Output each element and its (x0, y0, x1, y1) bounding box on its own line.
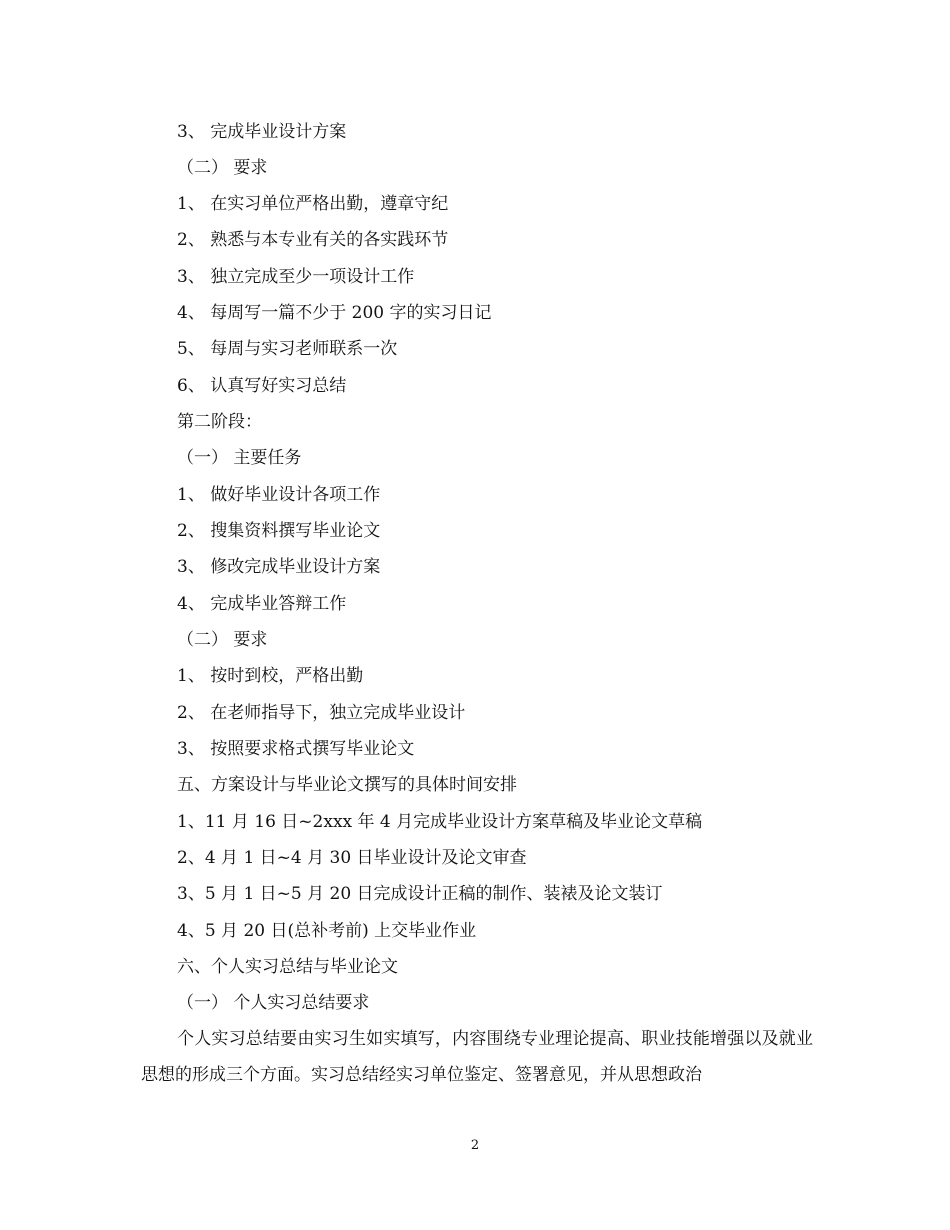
section-heading: 六、个人实习总结与毕业论文 (177, 957, 398, 977)
text-line: 4、5 月 20 日(总补考前) 上交毕业作业 (177, 921, 477, 941)
text-line: 6、 认真写好实习总结 (177, 376, 347, 396)
text-line: 2、 熟悉与本专业有关的各实践环节 (177, 230, 449, 250)
text-line: （一） 个人实习总结要求 (177, 993, 370, 1013)
text-line: 4、 完成毕业答辩工作 (177, 594, 347, 614)
text-line: 3、 修改完成毕业设计方案 (177, 557, 381, 577)
text-line: 2、 搜集资料撰写毕业论文 (177, 521, 381, 541)
text-line: （一） 主要任务 (177, 448, 302, 468)
text-line: 1、 在实习单位严格出勤，遵章守纪 (177, 194, 449, 214)
text-line: 1、 按时到校，严格出勤 (177, 666, 364, 686)
text-line: （二） 要求 (177, 630, 268, 650)
text-line: 2、 在老师指导下，独立完成毕业设计 (177, 703, 466, 723)
page-number: 2 (470, 1138, 480, 1153)
text-line: （二） 要求 (177, 158, 268, 178)
text-line: 3、 完成毕业设计方案 (177, 122, 347, 142)
text-line: 3、 独立完成至少一项设计工作 (177, 267, 415, 287)
text-line: 3、 按照要求格式撰写毕业论文 (177, 739, 415, 759)
text-line: 5、 每周与实习老师联系一次 (177, 339, 398, 359)
section-heading: 五、方案设计与毕业论文撰写的具体时间安排 (177, 775, 517, 795)
body-paragraph: 个人实习总结要由实习生如实填写，内容围绕专业理论提高、职业技能增强以及就业思想的形成三个方面。实习总结经实习单位鉴定、签署意见，并从思想政治 (141, 1029, 813, 1085)
text-line: 1、11 月 16 日~2xxx 年 4 月完成毕业设计方案草稿及毕业论文草稿 (177, 812, 703, 832)
text-line: 4、 每周写一篇不少于 200 字的实习日记 (177, 303, 492, 323)
section-heading: 第二阶段： (177, 412, 262, 432)
text-line: 2、4 月 1 日~4 月 30 日毕业设计及论文审查 (177, 848, 527, 868)
text-line: 1、 做好毕业设计各项工作 (177, 485, 381, 505)
text-line: 3、5 月 1 日~5 月 20 日完成设计正稿的制作、装裱及论文装订 (177, 884, 663, 904)
